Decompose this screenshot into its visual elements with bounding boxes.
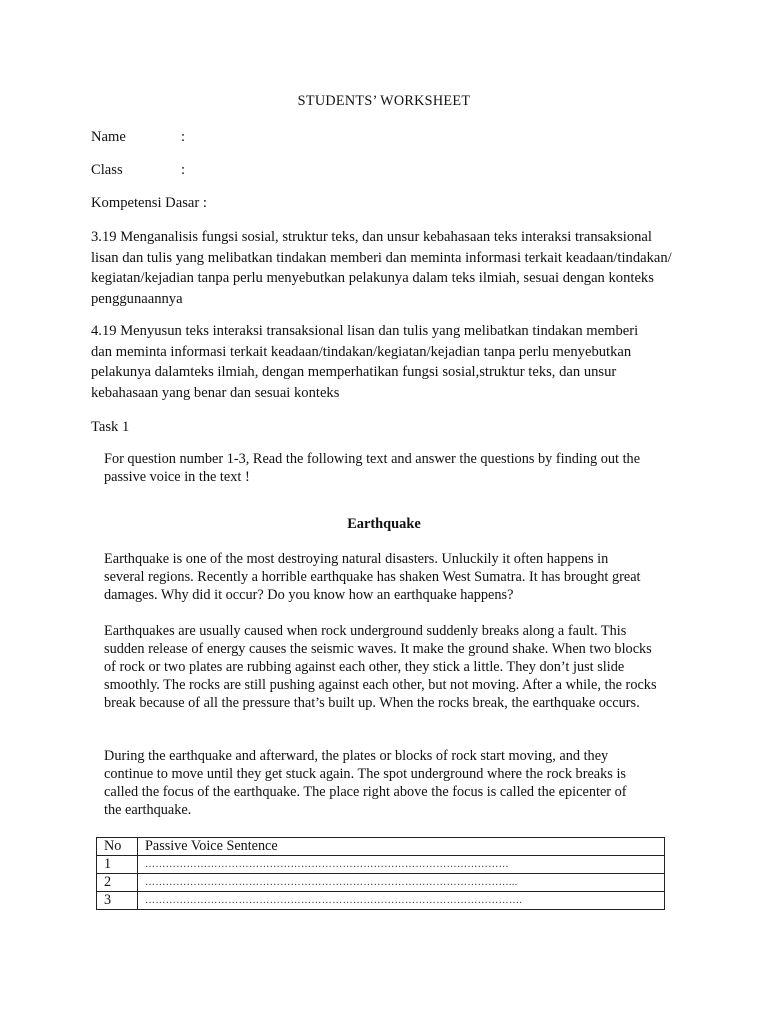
kd-4-19: [91, 321, 659, 403]
table-row: [97, 856, 665, 874]
paragraph-1-text: Earthquake is one of the most destroying natural disasters. Unluckily it often happens in several regions. Recently a horrible earthquake has shaken West Sumatra. It has brought great damages. Why did it occur? Do you know how an earthquake happens?: [104, 551, 641, 603]
instruction: [104, 450, 656, 486]
answer-blank[interactable]: ……………………………………………………………………………………………….: [138, 892, 665, 910]
table-header-row: [97, 838, 665, 856]
paragraph-2: [104, 622, 660, 712]
answer-blank[interactable]: ……………………………………………………………………………………………: [138, 856, 665, 874]
page-title: STUDENTS’ WORKSHEET: [297, 93, 471, 109]
row-number: 2: [97, 874, 138, 892]
answer-blank[interactable]: ……………………………………………………………………………………………...: [138, 874, 665, 892]
name-colon: :: [181, 129, 186, 145]
paragraph-1: [104, 550, 644, 604]
instruction-text: For question number 1-3, Read the following text and answer the questions by finding out the passive voice in the text !: [104, 451, 641, 485]
header-no: No: [97, 838, 138, 856]
paragraph-2-text: Earthquakes are usually caused when rock underground suddenly breaks along a fault. This sudden release of energy causes the seismic waves. It make the ground shake. When two blocks of rock or two plates are rubbing against each other, they stick a little. They don’t just slide smoothly. The rocks are still pushing against each other, but not moving. After a while, the rocks break because of all the pressure that’s built up. When the rocks break, the earthquake occurs.: [104, 623, 657, 711]
name-label: Name: [91, 129, 126, 145]
kd-3-19: [91, 227, 683, 309]
task-label: Task 1: [91, 419, 130, 435]
kd-4-19-text: 4.19 Menyusun teks interaksi transaksional lisan dan tulis yang melibatkan tindakan memberi dan meminta informasi terkait keadaan/tindakan/kegiatan/kejadian tanpa perlu menyebutkan pelakunya dalamteks ilmiah, dengan memperhatikan fungsi sosial,struktur teks, dan unsur kebahasaan yang benar dan sesuai konteks: [91, 323, 639, 401]
class-label: Class: [91, 162, 123, 178]
kd-3-19-text: 3.19 Menganalisis fungsi sosial, struktur teks, dan unsur kebahasaan teks interaksi transaksional lisan dan tulis yang melibatkan tindakan memberi dan meminta informasi terkait keadaan/tindakan/ kegiatan/kejadian tanpa perlu menyebutkan pelakunya dalam teks ilmiah, sesuai dengan konteks penggunaannya: [91, 229, 672, 307]
class-colon: :: [181, 162, 186, 178]
paragraph-3: [104, 747, 644, 819]
paragraph-3-text: During the earthquake and afterward, the plates or blocks of rock start moving, and they continue to move until they get stuck again. The spot underground where the rock breaks is called the focus of the earthquake. The place right above the focus is called the epicenter of the earthquake.: [104, 748, 627, 818]
class-field: [91, 160, 391, 181]
kd-label: Kompetensi Dasar :: [91, 195, 207, 211]
name-field: [91, 127, 391, 148]
table-row: [97, 892, 665, 910]
row-number: 1: [97, 856, 138, 874]
table-row: [97, 874, 665, 892]
answer-table: [96, 837, 665, 910]
row-number: 3: [97, 892, 138, 910]
text-title: Earthquake: [347, 516, 421, 532]
header-sentence: Passive Voice Sentence: [138, 838, 665, 856]
